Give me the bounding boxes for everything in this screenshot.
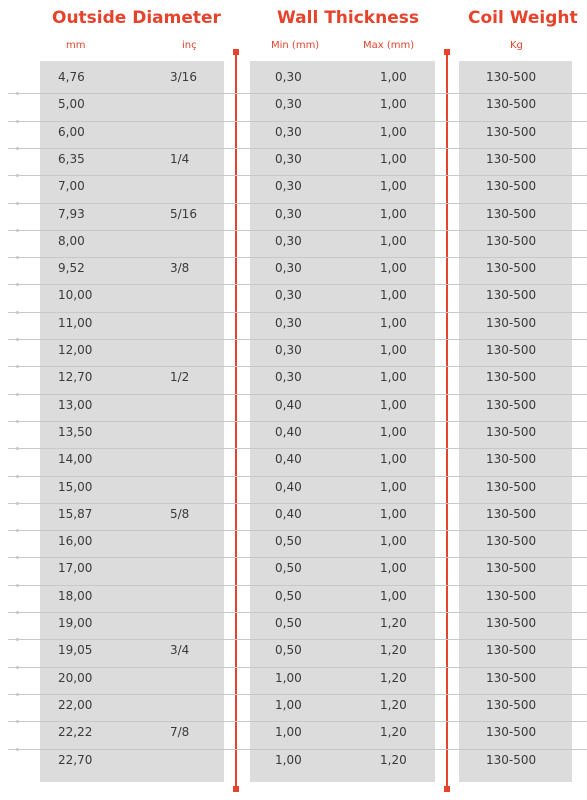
outside-diameter-mm-cell: 19,00 (58, 616, 93, 630)
coil-weight-cell: 130-500 (486, 151, 537, 166)
table-row (0, 474, 587, 501)
table-row (0, 310, 587, 337)
max-subheader: Max (mm) (363, 40, 415, 51)
wall-thickness-max-cell: 1,00 (380, 124, 407, 139)
outside-diameter-inch-cell: 3/4 (170, 643, 190, 658)
wall-thickness-max-cell: 1,00 (380, 343, 407, 357)
wall-thickness-min-cell: 0,40 (275, 397, 302, 412)
wall-thickness-min-cell: 1,00 (275, 725, 302, 740)
outside-diameter-mm-cell: 22,22 (58, 725, 93, 740)
outside-diameter-inch-cell: 1/2 (170, 370, 190, 385)
outside-diameter-header: Outside Diameter (52, 8, 221, 28)
outside-diameter-mm-cell: 7,93 (58, 206, 85, 221)
wall-thickness-max-cell: 1,20 (380, 643, 407, 658)
wall-thickness-max-cell: 1,00 (380, 370, 407, 385)
outside-diameter-mm-cell: 14,00 (58, 452, 93, 467)
table-row (0, 392, 587, 419)
table-row (0, 201, 587, 228)
coil-weight-cell: 130-500 (486, 561, 537, 576)
coil-weight-cell: 130-500 (486, 697, 537, 712)
separator-dot-left-bottom (233, 786, 239, 792)
wall-thickness-max-cell: 1,00 (380, 315, 407, 330)
table-row (0, 119, 587, 146)
wall-thickness-max-cell: 1,00 (380, 506, 407, 521)
table-row (0, 528, 587, 555)
wall-thickness-min-cell: 0,40 (275, 424, 302, 439)
outside-diameter-mm-cell: 15,00 (58, 479, 93, 494)
wall-thickness-min-cell: 0,30 (275, 151, 302, 166)
outside-diameter-mm-cell: 22,70 (58, 752, 93, 767)
wall-thickness-min-cell: 0,30 (275, 179, 302, 194)
table-row (0, 692, 587, 719)
outside-diameter-inch-cell: 5/16 (170, 206, 197, 221)
outside-diameter-inch-cell: 7/8 (170, 725, 190, 740)
outside-diameter-inch-cell: 3/8 (170, 261, 190, 276)
table-row (0, 64, 587, 91)
coil-weight-cell: 130-500 (486, 725, 537, 740)
table-row (0, 419, 587, 446)
coil-weight-cell: 130-500 (486, 616, 537, 630)
wall-thickness-min-cell: 0,30 (275, 124, 302, 139)
outside-diameter-mm-cell: 8,00 (58, 233, 85, 248)
wall-thickness-min-cell: 0,40 (275, 452, 302, 467)
wall-thickness-max-cell: 1,00 (380, 151, 407, 166)
wall-thickness-max-cell: 1,00 (380, 561, 407, 576)
coil-weight-cell: 130-500 (486, 70, 537, 84)
outside-diameter-mm-cell: 6,00 (58, 124, 85, 139)
outside-diameter-mm-cell: 6,35 (58, 151, 85, 166)
wall-thickness-max-cell: 1,20 (380, 752, 407, 767)
separator-dot-right-bottom (444, 786, 450, 792)
outside-diameter-mm-cell: 13,00 (58, 397, 93, 412)
coil-weight-cell: 130-500 (486, 588, 537, 603)
table-row (0, 555, 587, 582)
wall-thickness-max-cell: 1,00 (380, 397, 407, 412)
wall-thickness-max-cell: 1,00 (380, 588, 407, 603)
coil-weight-cell: 130-500 (486, 288, 537, 303)
wall-thickness-min-cell: 0,30 (275, 97, 302, 112)
table-row (0, 364, 587, 391)
outside-diameter-mm-cell: 20,00 (58, 670, 93, 685)
coil-weight-cell: 130-500 (486, 206, 537, 221)
table-row (0, 146, 587, 173)
outside-diameter-inch-cell: 1/4 (170, 151, 190, 166)
wall-thickness-min-cell: 0,50 (275, 561, 302, 576)
coil-weight-cell: 130-500 (486, 452, 537, 467)
coil-weight-cell: 130-500 (486, 261, 537, 276)
table-row (0, 747, 587, 774)
table-row (0, 446, 587, 473)
wall-thickness-min-cell: 0,30 (275, 70, 302, 84)
wall-thickness-min-cell: 0,30 (275, 288, 302, 303)
outside-diameter-inch-cell: 3/16 (170, 70, 197, 84)
wall-thickness-max-cell: 1,00 (380, 424, 407, 439)
table-row (0, 337, 587, 364)
coil-weight-cell: 130-500 (486, 397, 537, 412)
outside-diameter-mm-cell: 19,05 (58, 643, 93, 658)
outside-diameter-mm-cell: 16,00 (58, 534, 93, 549)
mm-subheader: mm (66, 40, 86, 51)
coil-weight-cell: 130-500 (486, 643, 537, 658)
wall-thickness-max-cell: 1,00 (380, 97, 407, 112)
outside-diameter-mm-cell: 15,87 (58, 506, 93, 521)
table-row (0, 583, 587, 610)
table-row (0, 173, 587, 200)
wall-thickness-min-cell: 0,30 (275, 261, 302, 276)
wall-thickness-min-cell: 0,30 (275, 370, 302, 385)
wall-thickness-min-cell: 1,00 (275, 670, 302, 685)
wall-thickness-header: Wall Thickness (277, 8, 419, 28)
coil-weight-cell: 130-500 (486, 534, 537, 549)
wall-thickness-min-cell: 0,30 (275, 233, 302, 248)
wall-thickness-min-cell: 0,30 (275, 343, 302, 357)
coil-weight-cell: 130-500 (486, 752, 537, 767)
outside-diameter-mm-cell: 12,00 (58, 343, 93, 357)
outside-diameter-mm-cell: 9,52 (58, 261, 85, 276)
separator-dot-right-top (444, 49, 450, 55)
table-row (0, 91, 587, 118)
wall-thickness-min-cell: 0,30 (275, 315, 302, 330)
wall-thickness-min-cell: 0,40 (275, 506, 302, 521)
coil-weight-cell: 130-500 (486, 124, 537, 139)
coil-weight-cell: 130-500 (486, 343, 537, 357)
wall-thickness-min-cell: 0,50 (275, 534, 302, 549)
table-row (0, 610, 587, 637)
outside-diameter-mm-cell: 22,00 (58, 697, 93, 712)
table-row (0, 255, 587, 282)
coil-weight-cell: 130-500 (486, 506, 537, 521)
outside-diameter-mm-cell: 18,00 (58, 588, 93, 603)
wall-thickness-max-cell: 1,00 (380, 534, 407, 549)
table-row (0, 228, 587, 255)
coil-weight-header: Coil Weight (468, 8, 578, 28)
wall-thickness-max-cell: 1,00 (380, 70, 407, 84)
outside-diameter-mm-cell: 11,00 (58, 315, 93, 330)
wall-thickness-max-cell: 1,00 (380, 452, 407, 467)
kg-subheader: Kg (510, 40, 523, 51)
wall-thickness-min-cell: 0,40 (275, 479, 302, 494)
wall-thickness-max-cell: 1,00 (380, 288, 407, 303)
coil-weight-cell: 130-500 (486, 233, 537, 248)
wall-thickness-max-cell: 1,20 (380, 725, 407, 740)
table-row (0, 665, 587, 692)
coil-weight-cell: 130-500 (486, 370, 537, 385)
outside-diameter-mm-cell: 13,50 (58, 424, 93, 439)
wall-thickness-min-cell: 1,00 (275, 752, 302, 767)
wall-thickness-max-cell: 1,00 (380, 233, 407, 248)
outside-diameter-mm-cell: 12,70 (58, 370, 93, 385)
wall-thickness-max-cell: 1,00 (380, 261, 407, 276)
wall-thickness-max-cell: 1,00 (380, 179, 407, 194)
table-row (0, 637, 587, 664)
coil-weight-cell: 130-500 (486, 424, 537, 439)
table-row (0, 501, 587, 528)
outside-diameter-mm-cell: 5,00 (58, 97, 85, 112)
table-row (0, 282, 587, 309)
coil-weight-cell: 130-500 (486, 97, 537, 112)
wall-thickness-max-cell: 1,20 (380, 697, 407, 712)
wall-thickness-min-cell: 1,00 (275, 697, 302, 712)
wall-thickness-max-cell: 1,00 (380, 479, 407, 494)
wall-thickness-min-cell: 0,50 (275, 588, 302, 603)
inch-subheader: inç (182, 40, 197, 51)
outside-diameter-mm-cell: 17,00 (58, 561, 93, 576)
wall-thickness-min-cell: 0,50 (275, 616, 302, 630)
outside-diameter-inch-cell: 5/8 (170, 506, 190, 521)
wall-thickness-min-cell: 0,50 (275, 643, 302, 658)
coil-weight-cell: 130-500 (486, 670, 537, 685)
outside-diameter-mm-cell: 7,00 (58, 179, 85, 194)
outside-diameter-mm-cell: 10,00 (58, 288, 93, 303)
table-row (0, 719, 587, 746)
wall-thickness-max-cell: 1,20 (380, 670, 407, 685)
wall-thickness-max-cell: 1,20 (380, 616, 407, 630)
min-subheader: Min (mm) (271, 40, 320, 51)
separator-dot-left-top (233, 49, 239, 55)
coil-weight-cell: 130-500 (486, 315, 537, 330)
wall-thickness-min-cell: 0,30 (275, 206, 302, 221)
coil-weight-cell: 130-500 (486, 479, 537, 494)
outside-diameter-mm-cell: 4,76 (58, 70, 85, 84)
wall-thickness-max-cell: 1,00 (380, 206, 407, 221)
coil-weight-cell: 130-500 (486, 179, 537, 194)
